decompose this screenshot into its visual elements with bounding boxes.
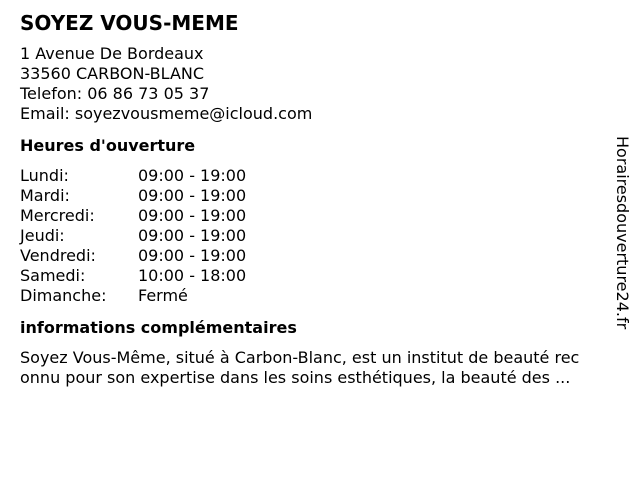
opening-hours-list [20,166,630,306]
day-label: Jeudi: [20,226,65,245]
day-label: Mardi: [20,186,70,205]
email-line: Email: soyezvousmeme@icloud.com [20,104,313,123]
description-line-1: Soyez Vous-Même, situé à Carbon-Blanc, est un institut de beauté rec [20,348,580,367]
description-line-2: onnu pour son expertise dans les soins esthétiques, la beauté des ... [20,368,571,387]
day-label: Lundi: [20,166,69,185]
site-watermark: Horairesdouverture24.fr [613,136,632,330]
time-range: 09:00 - 19:00 [138,186,247,205]
time-range: 09:00 - 19:00 [138,226,247,245]
day-label: Samedi: [20,266,86,285]
hours-row-lundi [20,166,630,186]
address-line-1: 1 Avenue De Bordeaux [20,44,204,63]
hours-row-mercredi [20,206,630,226]
time-range: 09:00 - 19:00 [138,166,247,185]
time-range: 09:00 - 19:00 [138,206,247,225]
phone-line: Telefon: 06 86 73 05 37 [20,84,210,103]
hours-row-jeudi [20,226,630,246]
time-range: Fermé [138,286,188,305]
business-name: SOYEZ VOUS-MEME [20,11,239,35]
business-card [20,10,630,388]
hours-row-dimanche [20,286,630,306]
day-label: Mercredi: [20,206,95,225]
hours-row-mardi [20,186,630,206]
hours-row-samedi [20,266,630,286]
address-line-2: 33560 CARBON-BLANC [20,64,205,83]
day-label: Dimanche: [20,286,107,305]
day-label: Vendredi: [20,246,96,265]
additional-info-heading: informations complémentaires [20,318,297,337]
time-range: 09:00 - 19:00 [138,246,247,265]
hours-row-vendredi [20,246,630,266]
time-range: 10:00 - 18:00 [138,266,247,285]
opening-hours-heading: Heures d'ouverture [20,136,196,155]
